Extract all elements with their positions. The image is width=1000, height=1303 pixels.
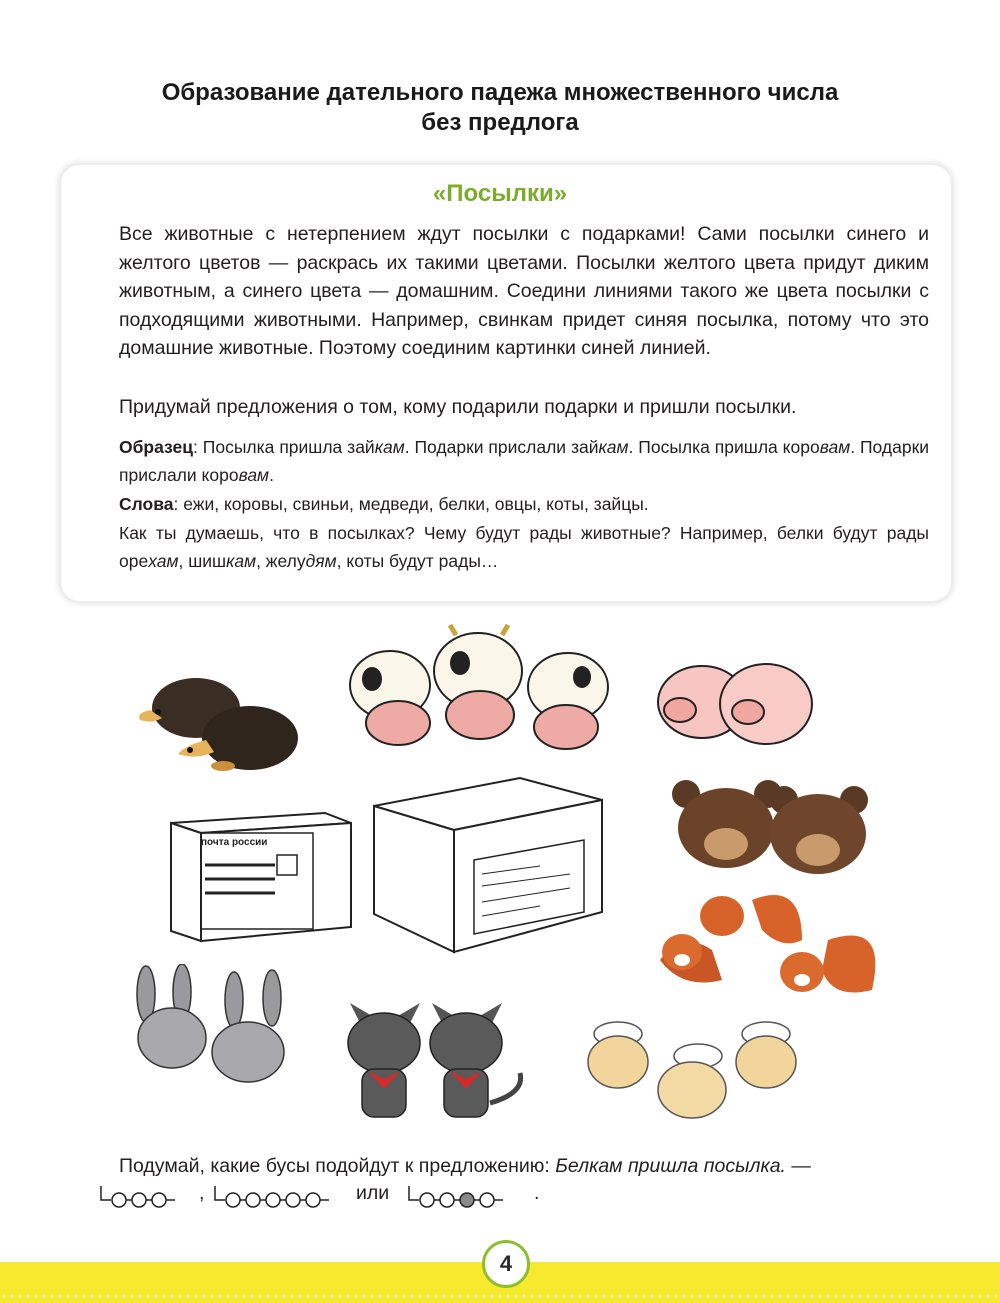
parcel-label: почта россии <box>201 837 268 848</box>
footer-dots <box>0 1294 1000 1298</box>
task-paragraph-2: Придумай предложения о том, кому подарили подарки и пришли посылки. <box>119 396 797 418</box>
beads-question <box>119 1152 979 1181</box>
bead-empty <box>266 1193 280 1207</box>
sample-paragraph <box>119 433 929 489</box>
beads-or-word: или <box>356 1182 390 1204</box>
bead-string-start <box>409 1186 419 1200</box>
bead-empty <box>226 1193 240 1207</box>
cows-illustration <box>328 623 628 763</box>
question-text: , желу <box>256 551 306 571</box>
bead-filled <box>460 1193 474 1207</box>
sample-text: . Подарки прислали коро <box>119 437 929 485</box>
cats-illustration <box>340 993 540 1123</box>
beads-sentence: Белкам пришла посылка. <box>555 1155 786 1177</box>
question-text: , коты будут рады… <box>336 551 499 571</box>
question-paragraph <box>119 519 929 575</box>
bead-empty <box>420 1193 434 1207</box>
sample-label: Образец <box>119 437 194 457</box>
bead-empty <box>480 1193 494 1207</box>
words-text: : ежи, коровы, свиньи, медведи, белки, овцы, коты, зайцы. <box>173 494 649 514</box>
bead-string-start <box>215 1186 225 1200</box>
words-paragraph <box>119 490 929 518</box>
bead-empty <box>286 1193 300 1207</box>
sample-ending: кам <box>374 437 405 457</box>
question-text: , шиш <box>178 551 227 571</box>
sample-text: : Посылка пришла зай <box>193 437 375 457</box>
sample-text: . <box>269 465 274 485</box>
hares-illustration <box>132 964 297 1089</box>
beads-period: . <box>534 1182 540 1204</box>
question-ending: кам <box>226 551 257 571</box>
squirrels-illustration <box>652 880 882 1010</box>
hedgehogs-illustration <box>128 668 308 778</box>
bead-empty <box>112 1193 126 1207</box>
sample-ending: кам <box>598 437 629 457</box>
question-ending: хам <box>148 551 179 571</box>
bead-empty <box>152 1193 166 1207</box>
page-title-line2: без предлога <box>421 109 579 136</box>
beads-comma: , <box>199 1182 205 1204</box>
bead-empty <box>246 1193 260 1207</box>
page-title <box>0 78 1000 138</box>
question-text: Как ты думаешь, что в посылках? Чему будут рады животные? Например, белки будут рады оре <box>119 523 929 571</box>
beads-dash: — <box>785 1155 811 1177</box>
pigs-illustration <box>650 652 820 752</box>
sheep-illustration <box>574 1014 824 1124</box>
sample-text: . Посылка пришла коро <box>628 437 820 457</box>
question-ending: дям <box>305 551 337 571</box>
card-title: «Посылки» <box>432 180 568 207</box>
parcel-large-illustration <box>370 774 610 956</box>
bears-illustration <box>668 778 868 878</box>
bead-empty <box>306 1193 320 1207</box>
bead-empty <box>440 1193 454 1207</box>
bead-empty <box>132 1193 146 1207</box>
parcel-small-illustration <box>165 805 355 945</box>
beads-question-text: Подумай, какие бусы подойдут к предложению: <box>119 1155 556 1177</box>
page-title-line1: Образование дательного падежа множественного числа <box>161 79 839 106</box>
words-label: Слова <box>119 494 174 514</box>
beads-patterns <box>97 1180 557 1220</box>
beads-options <box>97 1180 997 1220</box>
task-paragraph-1: Все животные с нетерпением ждут посылки с подарками! Сами посылки синего и желтого цветов — раскрась их такими цветами. Посылки желтого цвета придут диким животным, а синего цвета — домашним. Соедини линиями такого же цвета посылки с подходящими животными. Например, свинкам придет синяя посылка, потому что это домашние животные. Поэтому соединим картинки синей линией. <box>119 223 929 359</box>
sample-text: . Подарки прислали зай <box>404 437 599 457</box>
page-number: 4 <box>482 1240 530 1288</box>
sample-ending: вам <box>238 465 270 485</box>
bead-string-start <box>101 1186 111 1200</box>
sample-ending: вам <box>819 437 851 457</box>
